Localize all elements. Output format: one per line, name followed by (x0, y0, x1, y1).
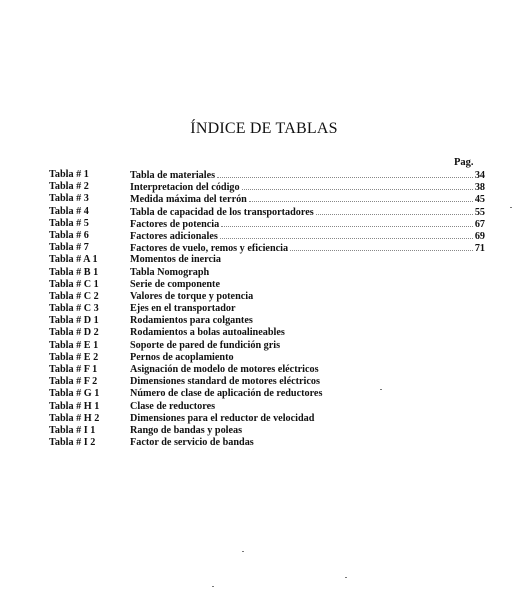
index-entry (49, 242, 489, 254)
entry-page-number: 55 (474, 206, 485, 218)
index-entry (49, 181, 489, 193)
entry-label: Tabla # A 1 (49, 254, 98, 266)
entry-description: Asignación de modelo de motores eléctricos (130, 364, 319, 375)
entry-page-number: 69 (474, 230, 485, 242)
entry-label: Tabla # C 3 (49, 303, 99, 315)
entry-label: Tabla # 4 (49, 205, 89, 217)
entry-label: Tabla # 5 (49, 217, 89, 229)
index-entry (49, 425, 489, 437)
entry-label: Tabla # 1 (49, 169, 89, 180)
entry-label: Tabla # 3 (49, 193, 89, 205)
entry-page-number: 38 (474, 182, 485, 194)
index-entry (49, 315, 489, 327)
entry-label: Tabla # D 2 (49, 327, 99, 339)
dot-leader (220, 230, 473, 239)
scan-speck (242, 551, 244, 552)
index-entry (49, 169, 489, 181)
entry-description: Rango de bandas y poleas (130, 424, 243, 436)
page-title: ÍNDICE DE TABLAS (190, 120, 338, 137)
entry-label: Tabla # 7 (49, 242, 89, 254)
table-index-list (49, 169, 489, 449)
index-entry (49, 303, 489, 315)
entry-description: Tabla Nomograph (130, 266, 210, 278)
entry-description: Dimensiones para el reductor de velocidad (130, 412, 315, 424)
entry-label: Tabla # I 1 (49, 424, 96, 436)
entry-page-number: 67 (474, 218, 485, 230)
index-entry (49, 401, 489, 413)
index-entry (49, 352, 489, 364)
dot-leader (290, 242, 473, 251)
index-entry (49, 340, 489, 352)
index-entry (49, 230, 489, 242)
entry-label: Tabla # E 1 (49, 339, 99, 351)
dot-leader (242, 181, 473, 190)
entry-description: Factores adicionales (130, 230, 218, 242)
entry-label: Tabla # I 2 (49, 437, 96, 449)
entry-description: Factores de vuelo, remos y eficiencia (130, 243, 289, 255)
entry-description: Rodamientos para colgantes (130, 315, 253, 327)
index-entry (49, 279, 489, 291)
entry-label: Tabla # C 2 (49, 290, 99, 302)
entry-description: Tabla de materiales (130, 170, 216, 181)
entry-label: Tabla # H 2 (49, 412, 100, 424)
entry-label: Tabla # H 1 (49, 400, 100, 412)
dot-leader (221, 218, 473, 227)
entry-description: Número de clase de aplicación de reductores (130, 388, 323, 400)
index-entry (49, 218, 489, 230)
entry-description: Tabla de capacidad de los transportadores (130, 206, 314, 218)
entry-page-number: 45 (474, 194, 485, 206)
entry-label: Tabla # D 1 (49, 315, 99, 327)
index-entry (49, 388, 489, 400)
index-entry (49, 206, 489, 218)
index-entry (49, 364, 489, 376)
index-entry (49, 267, 489, 279)
entry-description: Momentos de inercia (130, 254, 221, 266)
entry-label: Tabla # F 1 (49, 364, 98, 375)
entry-page-number: 71 (474, 243, 485, 255)
dot-leader (249, 193, 473, 202)
entry-description: Rodamientos a bolas autoalineables (130, 327, 285, 339)
dot-leader (217, 169, 473, 178)
index-entry (49, 327, 489, 339)
entry-description: Ejes en el transportador (130, 303, 236, 315)
page-column-header: Pag. (454, 157, 474, 168)
entry-description: Soporte de pared de fundición gris (130, 339, 281, 351)
entry-description: Dimensiones standard de motores eléctricos (130, 376, 320, 388)
entry-description: Interpretacion del código (130, 182, 240, 194)
entry-description: Factores de potencia (130, 218, 220, 230)
entry-description: Valores de torque y potencia (130, 290, 254, 302)
entry-label: Tabla # C 1 (49, 278, 99, 290)
index-entry (49, 291, 489, 303)
scan-speck (212, 586, 214, 587)
entry-label: Tabla # B 1 (49, 266, 99, 278)
entry-label: Tabla # E 2 (49, 351, 99, 363)
index-entry (49, 413, 489, 425)
scan-speck (510, 207, 512, 208)
entry-description: Serie de componente (130, 278, 220, 290)
index-entry (49, 437, 489, 449)
entry-description: Clase de reductores (130, 400, 216, 412)
entry-label: Tabla # G 1 (49, 388, 100, 400)
scan-speck (345, 577, 347, 578)
entry-label: Tabla # 2 (49, 181, 89, 193)
scan-speck (380, 389, 382, 390)
index-entry (49, 254, 489, 266)
entry-label: Tabla # 6 (49, 229, 89, 241)
index-entry (49, 376, 489, 388)
entry-description: Factor de servicio de bandas (130, 437, 254, 449)
entry-description: Pernos de acoplamiento (130, 351, 234, 363)
entry-description: Medida máxima del terrón (130, 194, 247, 206)
dot-leader (316, 206, 473, 215)
entry-page-number: 34 (474, 170, 485, 181)
entry-label: Tabla # F 2 (49, 376, 98, 388)
index-entry (49, 193, 489, 205)
